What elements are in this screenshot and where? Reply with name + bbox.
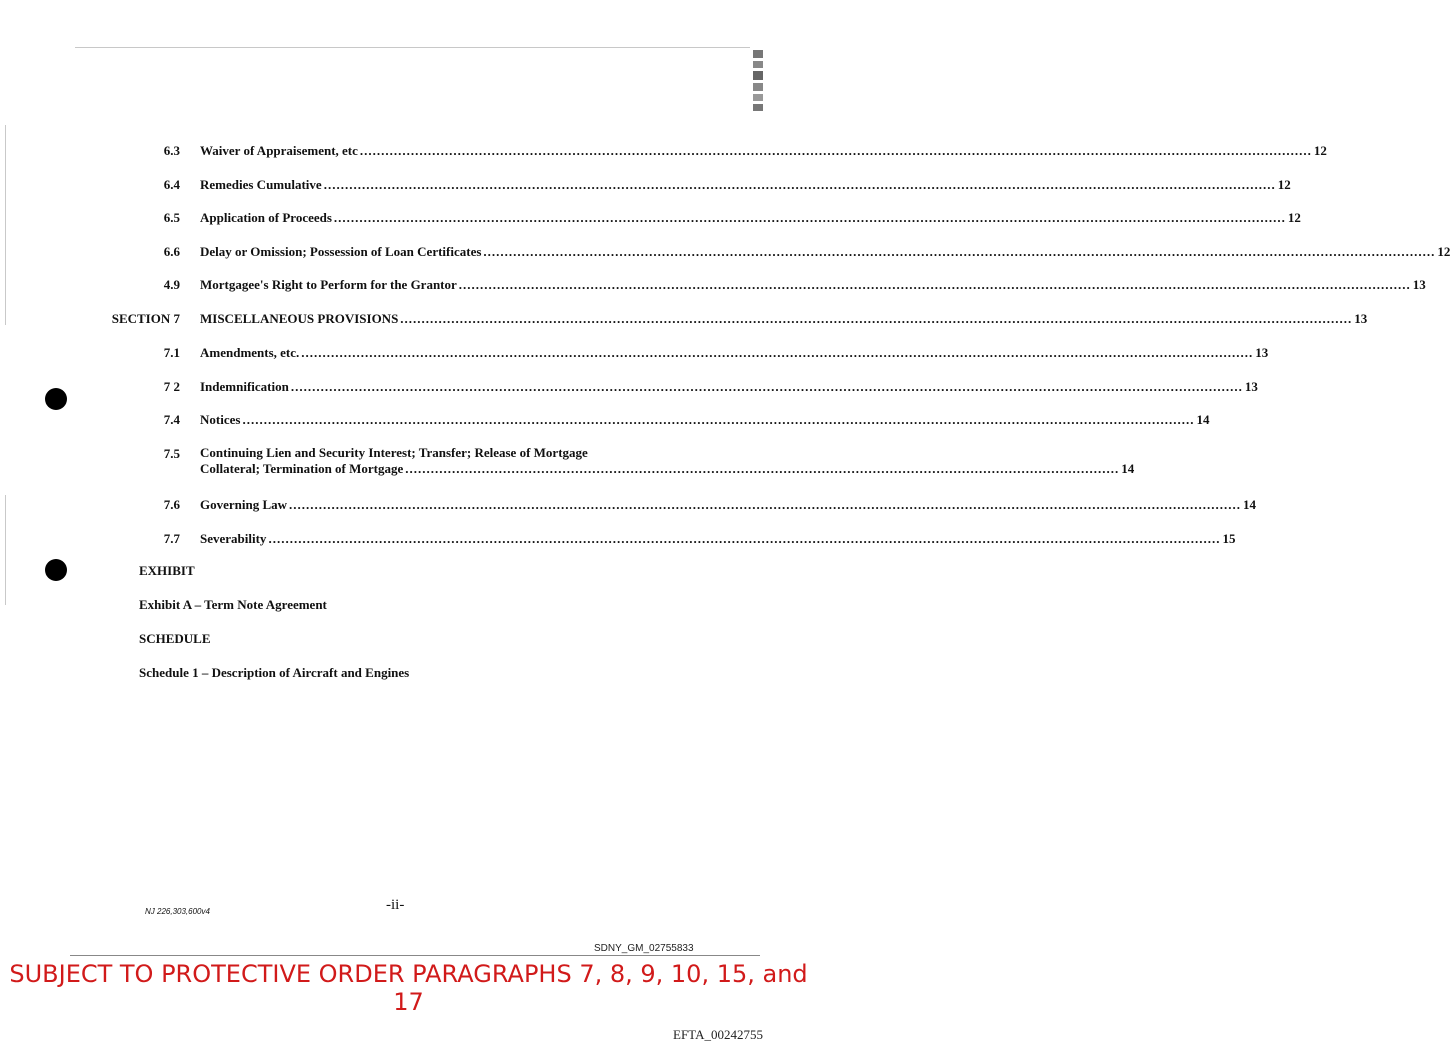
toc-leader <box>334 210 1286 226</box>
toc-number: 7.6 <box>163 497 180 512</box>
toc-leader <box>360 143 1312 159</box>
toc-title: Indemnification <box>200 379 289 394</box>
toc-title: Waiver of Appraisement, etc <box>200 143 358 158</box>
toc-entry[interactable] <box>200 412 1210 428</box>
toc-leader: ........................................................................................................................................................................ <box>405 461 1120 476</box>
protective-order-banner: SUBJECT TO PROTECTIVE ORDER PARAGRAPHS 7, 8, 9, 10, 15, and 17 <box>9 960 808 1016</box>
toc-page: 14 <box>1196 412 1210 427</box>
toc-entry[interactable] <box>200 277 1426 293</box>
toc-title: Remedies Cumulative <box>200 177 322 192</box>
toc-page: 13 <box>1354 311 1368 326</box>
toc-number: 7.7 <box>163 531 180 546</box>
toc-section-entry[interactable] <box>200 311 1368 327</box>
toc-leader <box>324 177 1276 193</box>
exhibit-heading: EXHIBIT <box>139 563 195 578</box>
toc-leader <box>289 497 1241 513</box>
efta-number: EFTA_00242755 <box>673 1027 763 1042</box>
toc-number: 7.5 <box>163 446 180 461</box>
toc-number: 6.4 <box>163 177 180 192</box>
toc-leader <box>301 345 1253 361</box>
hole-punch-mark <box>45 388 67 410</box>
toc-entry[interactable] <box>200 531 1236 547</box>
toc-entry[interactable] <box>200 244 1450 260</box>
toc-number: 7.1 <box>163 345 180 360</box>
toc-page: 13 <box>1255 345 1269 360</box>
toc-number: 6.3 <box>163 143 180 158</box>
toc-entry[interactable] <box>200 497 1257 513</box>
toc-entry[interactable] <box>200 177 1291 193</box>
toc-number: 7 2 <box>163 379 180 394</box>
toc-number: 7.4 <box>163 412 180 427</box>
toc-title: MISCELLANEOUS PROVISIONS <box>200 311 399 326</box>
scan-left-edge-mark <box>5 495 6 605</box>
toc-title: Application of Proceeds <box>200 210 332 225</box>
toc-title-line2: Collateral; Termination of Mortgage <box>200 461 404 476</box>
toc-number: 6.6 <box>163 244 180 259</box>
toc-number: 4.9 <box>163 277 180 292</box>
toc-leader <box>483 244 1435 260</box>
document-id: NJ 226,303,600v4 <box>145 907 210 916</box>
toc-number: 6.5 <box>163 210 180 225</box>
bates-number: SDNY_GM_02755833 <box>594 943 694 954</box>
toc-leader <box>268 531 1220 547</box>
toc-entry-multiline[interactable] <box>200 445 1135 477</box>
toc-title: Amendments, etc. <box>200 345 300 360</box>
toc-title: Governing Law <box>200 497 288 512</box>
toc-page: 13 <box>1412 277 1426 292</box>
toc-page: 12 <box>1437 244 1450 259</box>
exhibit-item[interactable]: Exhibit A – Term Note Agreement <box>139 597 327 612</box>
toc-page: 13 <box>1244 379 1258 394</box>
schedule-item[interactable]: Schedule 1 – Description of Aircraft and Engines <box>139 665 410 680</box>
toc-title: Mortgagee's Right to Perform for the Grantor <box>200 277 457 292</box>
toc-page: 14 <box>1243 497 1257 512</box>
schedule-heading: SCHEDULE <box>139 631 211 646</box>
toc-section-number: SECTION 7 <box>111 311 180 326</box>
toc-title: Severability <box>200 531 267 546</box>
toc-leader <box>242 412 1194 428</box>
page-stamp-graphic <box>752 50 764 112</box>
toc-entry[interactable] <box>200 210 1301 226</box>
scan-left-edge-mark <box>5 125 6 325</box>
toc-page: 15 <box>1222 531 1236 546</box>
hole-punch-mark <box>45 559 67 581</box>
toc-page: 12 <box>1277 177 1291 192</box>
toc-leader <box>400 311 1352 327</box>
toc-entry[interactable] <box>200 143 1327 159</box>
toc-page: 12 <box>1287 210 1301 225</box>
toc-entry[interactable] <box>200 379 1258 395</box>
toc-title-line1: Continuing Lien and Security Interest; Transfer; Release of Mortgage <box>200 445 588 460</box>
toc-leader <box>291 379 1243 395</box>
page-number: -ii- <box>386 897 405 913</box>
footer-rule <box>70 955 760 956</box>
toc-entry[interactable] <box>200 345 1269 361</box>
toc-page: 14 <box>1121 461 1135 476</box>
toc-page: 12 <box>1313 143 1327 158</box>
toc-title: Delay or Omission; Possession of Loan Certificates <box>200 244 482 259</box>
toc-title: Notices <box>200 412 241 427</box>
toc-leader <box>459 277 1411 293</box>
scan-top-rule <box>75 47 750 48</box>
